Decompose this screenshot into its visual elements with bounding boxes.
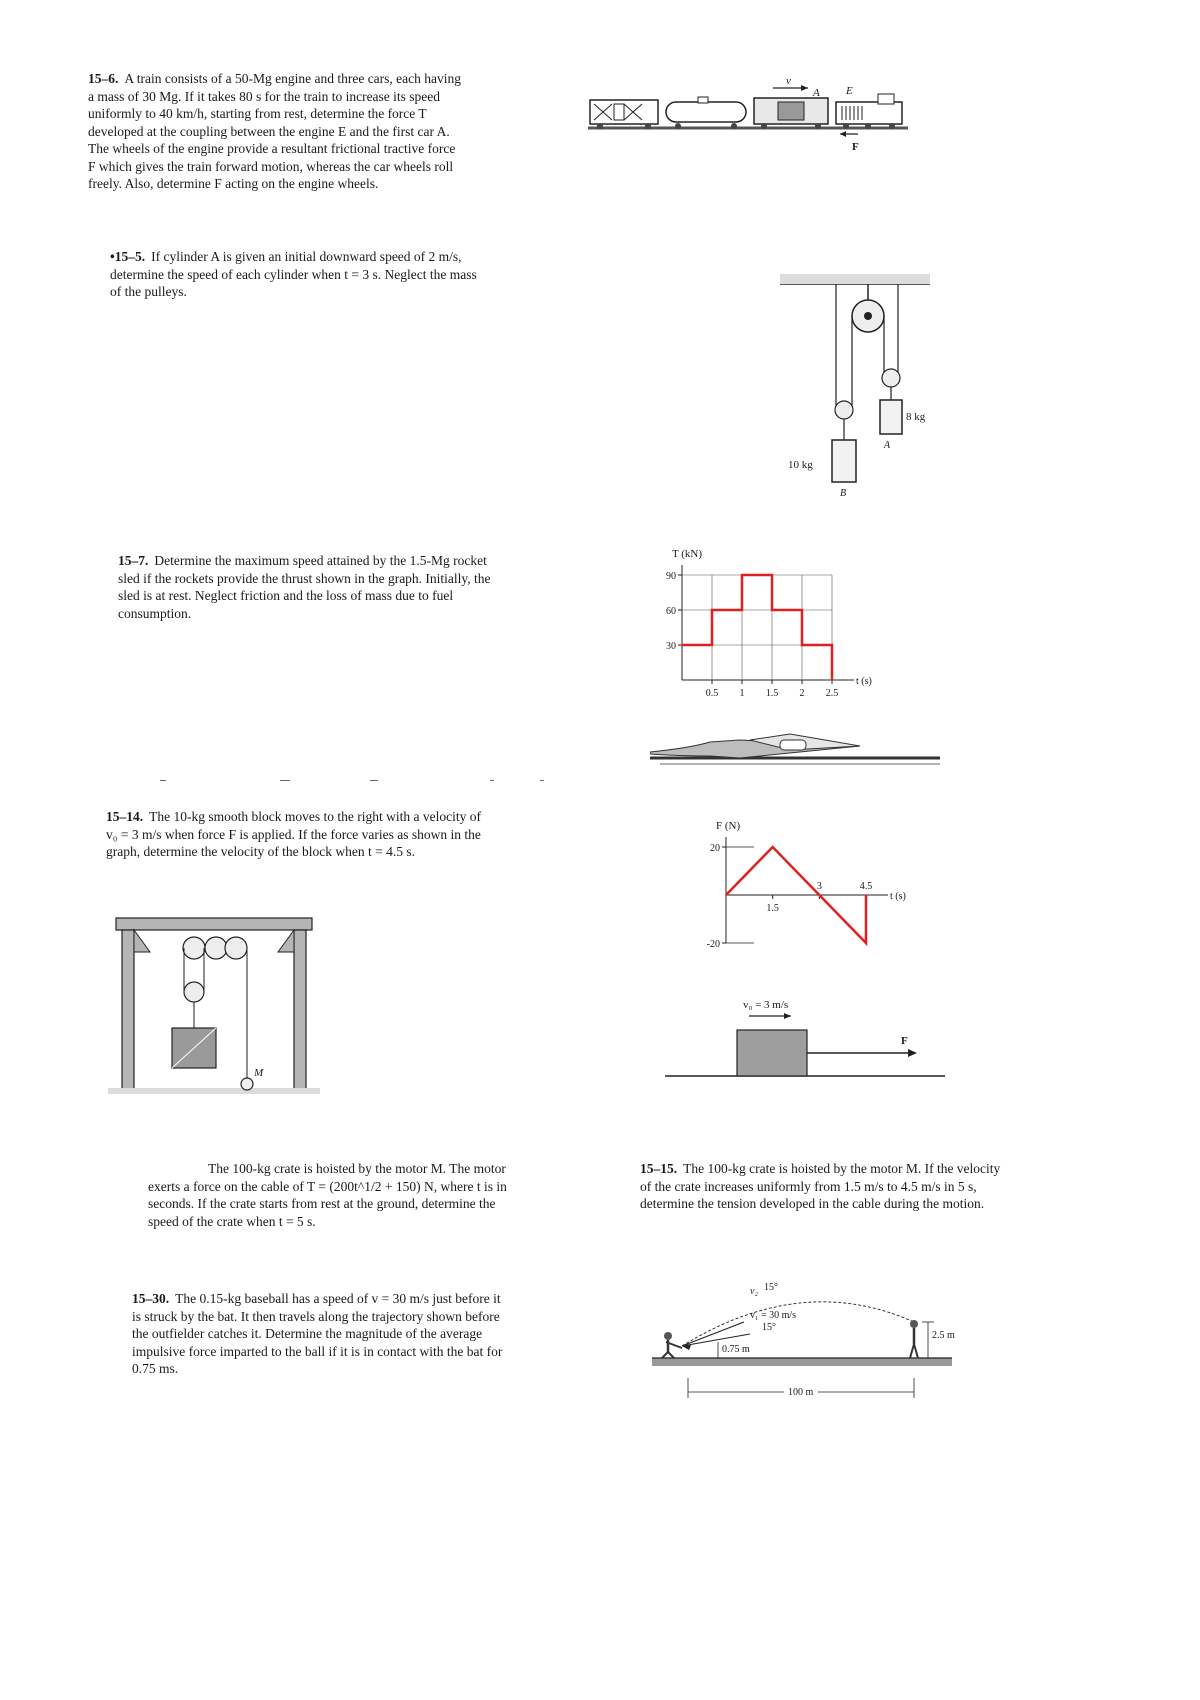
problem-number: 15–30.	[132, 1291, 170, 1306]
boxcar-2	[754, 98, 828, 124]
data-point	[831, 644, 833, 646]
problem-text: The 100-kg crate is hoisted by the motor M. The motor exerts a force on the cable of T = (200t^1/2 + 150) N, where t is in seconds. If the crate starts from rest at the ground, determine the speed of the crate when t = 5 s.	[148, 1161, 507, 1229]
block-figure	[665, 990, 945, 1090]
baseball-figure	[652, 1282, 972, 1412]
rocket-sled-figure	[650, 720, 940, 770]
outfielder	[910, 1320, 918, 1358]
batter	[662, 1332, 682, 1358]
data-point	[711, 609, 713, 611]
y-tick-label: -20	[706, 939, 720, 950]
data-point	[865, 942, 867, 944]
y-tick-label: 20	[710, 843, 720, 854]
problem-text: The 100-kg crate is hoisted by the motor M. If the velocity of the crate increases uniformly from 1.5 m/s to 4.5 m/s in 5 s, determine the tension developed in the cable during the motion.	[640, 1161, 1001, 1211]
data-point	[741, 609, 743, 611]
mass-b-label: 10 kg	[788, 459, 813, 471]
pulley-b	[835, 401, 853, 419]
tank-car	[666, 97, 746, 122]
motor	[241, 1078, 253, 1090]
initial-velocity-label: v₀ = 3 m/s	[743, 999, 789, 1011]
problem-15-6	[88, 70, 463, 193]
x-tick-label: 2.5	[825, 688, 839, 699]
crate-motor-figure	[108, 912, 320, 1102]
cylinder-b-label: B	[840, 488, 847, 499]
cylinder-a	[880, 400, 902, 434]
problem-text: Determine the maximum speed attained by the 1.5-Mg rocket sled if the rockets provide the thrust shown in the graph. Initially, the sled is at rest. Neglect friction and the loss of mass due to fuel consumption.	[118, 553, 491, 621]
engine	[836, 94, 902, 124]
engine-e-label: E	[846, 85, 853, 97]
cylinder-b	[832, 440, 856, 482]
data-point	[772, 846, 774, 848]
divider-dash	[370, 780, 378, 781]
problem-number: 15–14.	[106, 809, 144, 824]
distance-label: 100 m	[788, 1387, 814, 1398]
force-f-label: F	[901, 1035, 908, 1047]
x-tick-label: 1.5	[766, 903, 779, 914]
thrust-chart	[650, 548, 890, 708]
force-f-label: F	[852, 141, 859, 153]
v2-label: v₂	[750, 1286, 758, 1297]
motor-label: M	[254, 1067, 264, 1079]
pulley-a	[882, 369, 900, 387]
problem-number: •15–5.	[110, 249, 146, 264]
divider-dash	[490, 780, 494, 781]
problem-15-14	[106, 808, 486, 861]
y-tick-label: 90	[666, 571, 676, 582]
y-tick-label: 60	[666, 606, 676, 617]
catch-height-label: 2.5 m	[932, 1330, 955, 1341]
data-point	[865, 894, 867, 896]
y-axis-label: T (kN)	[672, 548, 703, 560]
problem-15-5	[110, 248, 490, 301]
x-tick-label: 3	[816, 881, 822, 892]
block	[737, 1030, 807, 1076]
car-a-label: A	[813, 87, 820, 99]
y-axis-label: F (N)	[716, 820, 741, 832]
mass-a-label: 8 kg	[906, 411, 926, 423]
x-tick-label: 4.5	[859, 881, 873, 892]
problem-15-15	[640, 1160, 1012, 1213]
problem-15-7	[118, 552, 496, 622]
x-tick-label: 1	[739, 688, 745, 699]
divider-dash	[280, 780, 290, 781]
problem-text: The 0.15-kg baseball has a speed of v = 30 m/s just before it is struck by the bat. It then travels along the trajectory shown before the outfielder catches it. Determine the magnitude of the average impulsive force imparted to the ball if it is in contact with the bat for 0.75 ms.	[132, 1291, 503, 1376]
problem-15-30	[132, 1290, 510, 1378]
x-tick-label: 0.5	[705, 688, 719, 699]
data-point	[771, 574, 773, 576]
train-figure	[578, 78, 918, 158]
x-axis-label: t (s)	[856, 676, 872, 687]
boxcar-1	[590, 100, 658, 124]
problem-number: 15–15.	[640, 1161, 678, 1176]
problem-number: 15–6.	[88, 71, 119, 86]
x-axis-label: t (s)	[890, 891, 906, 902]
data-point	[725, 894, 727, 896]
v1-label: v₁ = 30 m/s	[750, 1310, 797, 1321]
data-point	[801, 644, 803, 646]
divider-dash	[160, 780, 166, 781]
problem-text: If cylinder A is given an initial downward speed of 2 m/s, determine the speed of each cylinder when t = 3 s. Neglect the mass of the pulleys.	[110, 249, 477, 299]
problem-number: 15–7.	[118, 553, 149, 568]
bat-height-label: 0.75 m	[722, 1344, 750, 1355]
y-tick-label: 30	[666, 641, 676, 652]
data-point	[831, 679, 833, 681]
cylinder-a-label: A	[884, 440, 891, 451]
divider-dash	[540, 780, 544, 781]
velocity-label: v	[786, 78, 791, 87]
data-series-line	[682, 575, 832, 680]
x-tick-label: 1.5	[765, 688, 779, 699]
problem-text: The 10-kg smooth block moves to the right with a velocity of v₀ = 3 m/s when force F is applied. If the force varies as shown in the graph, determine the velocity of the block when t = 4.5 s.	[106, 809, 481, 859]
data-point	[741, 574, 743, 576]
x-tick-label: 2	[799, 688, 805, 699]
force-chart	[690, 815, 940, 975]
problem-crate-motor	[148, 1160, 518, 1230]
data-point	[801, 609, 803, 611]
problem-text: A train consists of a 50-Mg engine and three cars, each having a mass of 30 Mg. If it takes 80 s for the train to increase its speed uniformly to 40 km/h, starting from rest, determine the force T developed at the coupling between the engine E and the first car A. The wheels of the engine provide a resultant frictional tractive force F which gives the train forward motion, whereas the car wheels roll freely. Also, determine F acting on the engine wheels.	[88, 71, 462, 191]
data-point	[771, 609, 773, 611]
data-point	[711, 644, 713, 646]
angle-bottom-label: 15°	[762, 1322, 776, 1333]
angle-top-label: 15°	[764, 1282, 778, 1293]
data-point	[681, 644, 683, 646]
pulley-figure	[780, 270, 930, 520]
